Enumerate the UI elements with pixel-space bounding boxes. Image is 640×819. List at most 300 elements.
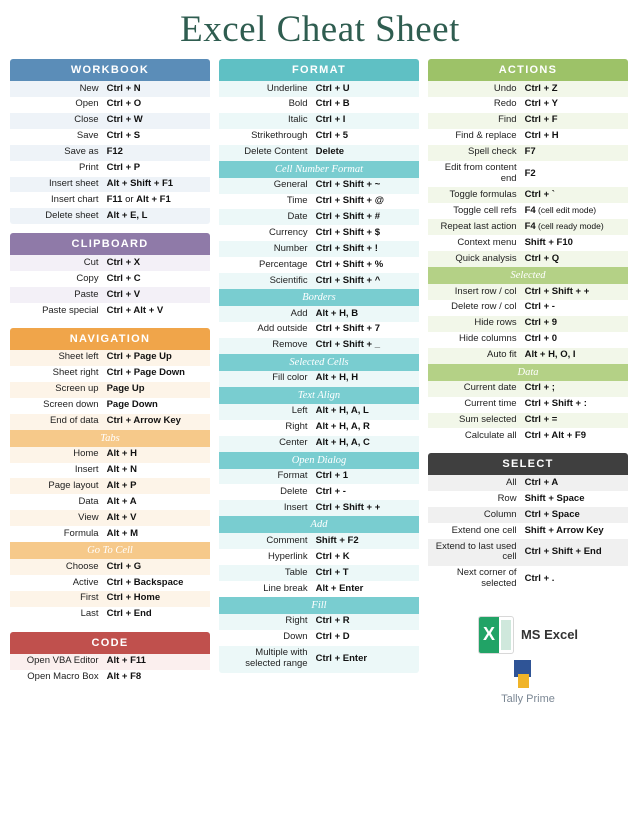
shortcut-row — [10, 145, 210, 161]
shortcut-keys: Ctrl + S — [106, 130, 141, 142]
shortcut-keys: Ctrl + . — [524, 572, 555, 584]
format-fill-table — [219, 614, 419, 673]
shortcut-keys: Ctrl + Shift + End — [524, 546, 602, 557]
shortcut-label: Sheet left — [58, 351, 99, 363]
shortcut-row — [428, 413, 628, 429]
shortcut-row — [219, 225, 419, 241]
shortcut-keys: Ctrl + Shift + @ — [315, 195, 384, 207]
shortcut-label: Italic — [288, 114, 308, 126]
shortcut-label: Table — [284, 566, 308, 578]
shortcut-row — [10, 494, 210, 510]
shortcut-row — [428, 203, 628, 219]
format-rows — [219, 81, 419, 161]
shortcut-keys: Page Down — [106, 399, 158, 411]
shortcut-row — [10, 208, 210, 224]
shortcut-row — [428, 316, 628, 332]
shortcut-keys: Shift + F10 — [524, 236, 573, 248]
shortcut-row — [10, 129, 210, 145]
shortcut-label: Hyperlink — [267, 550, 308, 562]
navigation-table — [10, 350, 210, 430]
code-rows — [10, 654, 210, 686]
shortcut-keys: Alt + H, A, L — [315, 405, 369, 417]
shortcut-keys: Ctrl + Shift + ^ — [315, 274, 381, 286]
shortcut-row — [10, 607, 210, 623]
excel-icon-letter: X — [482, 624, 495, 645]
shortcut-label: Delete — [280, 485, 308, 497]
shortcut-row — [10, 192, 210, 208]
shortcut-keys: Alt + Enter — [315, 582, 364, 594]
shortcut-row — [428, 161, 628, 188]
shortcut-label: Cut — [83, 256, 99, 268]
branding-area — [428, 616, 628, 705]
shortcut-keys: Ctrl + Shift + ! — [315, 242, 378, 254]
shortcut-row — [219, 129, 419, 145]
shortcut-row — [10, 414, 210, 430]
shortcut-keys: Page Up — [106, 383, 145, 395]
shortcut-keys: Ctrl + C — [106, 272, 141, 284]
shortcut-keys: Ctrl + Alt + V — [106, 304, 164, 316]
shortcut-row — [10, 113, 210, 129]
shortcut-row — [10, 510, 210, 526]
format-subheader-add: Add — [219, 516, 419, 533]
shortcut-label: Spell check — [467, 146, 517, 158]
shortcut-label: Last — [80, 608, 99, 620]
shortcut-keys: F2 — [524, 167, 536, 179]
shortcut-label: Add — [290, 307, 308, 319]
shortcut-keys: Ctrl + - — [524, 301, 555, 313]
shortcut-row — [10, 255, 210, 271]
navigation-goto-table — [10, 559, 210, 623]
shortcut-label: Hide rows — [474, 317, 517, 329]
shortcut-label: Add outside — [257, 323, 308, 335]
shortcut-row — [428, 235, 628, 251]
section-actions — [428, 59, 628, 444]
shortcut-row — [219, 533, 419, 549]
shortcut-label: Save as — [64, 146, 99, 158]
shortcut-row — [219, 565, 419, 581]
shortcut-label: Down — [283, 631, 308, 643]
shortcut-keys: Ctrl + Shift + + — [524, 285, 590, 297]
shortcut-keys: F7 — [524, 146, 536, 158]
shortcut-label: Quick analysis — [455, 252, 517, 264]
format-fill-rows — [219, 614, 419, 673]
shortcut-label: Insert sheet — [48, 178, 99, 190]
shortcut-label: Insert — [283, 501, 308, 513]
format-open-dialog-rows — [219, 469, 419, 517]
actions-data-table — [428, 381, 628, 445]
shortcut-label: Format — [277, 470, 308, 482]
shortcut-label: Copy — [76, 272, 99, 284]
shortcut-row — [10, 654, 210, 670]
shortcut-row — [10, 366, 210, 382]
shortcut-keys: Ctrl + H — [524, 130, 559, 142]
shortcut-row — [219, 469, 419, 485]
shortcut-keys: Shift + Space — [524, 492, 585, 504]
shortcut-keys: Ctrl + Page Down — [106, 367, 185, 379]
shortcut-keys: Ctrl + = — [524, 414, 558, 426]
section-workbook — [10, 59, 210, 224]
select-rows — [428, 475, 628, 592]
excel-branding — [478, 616, 578, 654]
shortcut-row — [428, 491, 628, 507]
shortcut-label: Hide columns — [459, 333, 517, 345]
shortcut-keys: Alt + H, A, R — [315, 421, 370, 433]
shortcut-label: Scientific — [269, 274, 308, 286]
shortcut-row — [428, 187, 628, 203]
shortcut-keys: Ctrl + Shift + : — [524, 398, 587, 410]
shortcut-label: Comment — [266, 534, 308, 546]
shortcut-row — [219, 209, 419, 225]
format-text-align-rows — [219, 404, 419, 452]
shortcut-keys: Alt + F8 — [106, 671, 142, 683]
shortcut-label: Data — [78, 495, 99, 507]
shortcut-keys: Ctrl + Shift + 7 — [315, 323, 380, 335]
shortcut-row — [219, 500, 419, 516]
shortcut-row — [10, 526, 210, 542]
shortcut-row — [428, 97, 628, 113]
shortcut-label: Formula — [63, 527, 99, 539]
format-add-rows — [219, 533, 419, 597]
shortcut-keys: Ctrl + Shift + _ — [315, 339, 380, 351]
workbook-rows — [10, 81, 210, 224]
shortcut-keys: Alt + V — [106, 511, 137, 523]
format-number-rows — [219, 178, 419, 289]
shortcut-row — [428, 348, 628, 364]
shortcut-row — [219, 322, 419, 338]
shortcut-label: Home — [73, 448, 99, 460]
shortcut-row — [428, 539, 628, 566]
navigation-rows — [10, 350, 210, 430]
shortcut-row — [10, 478, 210, 494]
shortcut-row — [428, 381, 628, 397]
shortcut-label: Number — [273, 242, 308, 254]
shortcut-row — [10, 303, 210, 319]
shortcut-keys: Shift + F2 — [315, 534, 359, 546]
shortcut-row — [219, 371, 419, 387]
actions-selected-table — [428, 284, 628, 364]
shortcut-row — [219, 646, 419, 673]
shortcut-row — [219, 436, 419, 452]
shortcut-label: Center — [279, 437, 308, 449]
shortcut-row — [428, 523, 628, 539]
shortcut-row — [428, 428, 628, 444]
shortcut-keys: Ctrl + Shift + ~ — [315, 179, 381, 191]
shortcut-label: Edit from content end — [444, 162, 517, 185]
shortcut-row — [219, 194, 419, 210]
shortcut-row — [10, 350, 210, 366]
actions-table — [428, 81, 628, 267]
shortcut-label: Right — [285, 421, 308, 433]
shortcut-keys: Ctrl + K — [315, 550, 350, 562]
navigation-goto-rows — [10, 559, 210, 623]
shortcut-row — [219, 420, 419, 436]
navigation-tabs-table — [10, 447, 210, 543]
format-selected-cells-table — [219, 371, 419, 387]
shortcut-label: Page layout — [48, 479, 99, 491]
code-header: CODE — [10, 632, 210, 654]
shortcut-label: Save — [76, 130, 99, 142]
navigation-subheader-goto: Go To Cell — [10, 542, 210, 559]
shortcut-label: Open VBA Editor — [26, 655, 99, 667]
shortcut-keys: Ctrl + W — [106, 114, 143, 126]
shortcut-row — [219, 614, 419, 630]
shortcut-row — [428, 284, 628, 300]
shortcut-label: Time — [286, 195, 308, 207]
actions-header: ACTIONS — [428, 59, 628, 81]
shortcut-label: Extend to last used cell — [435, 540, 517, 563]
shortcut-keys: Ctrl + ` — [524, 188, 555, 200]
navigation-subheader-tabs: Tabs — [10, 430, 210, 447]
shortcut-keys: Ctrl + Q — [524, 252, 560, 264]
page-title: Excel Cheat Sheet — [180, 9, 460, 50]
format-add-table — [219, 533, 419, 597]
shortcut-label: Context menu — [457, 236, 517, 248]
shortcut-keys: Ctrl + 1 — [315, 470, 349, 482]
shortcut-row — [10, 287, 210, 303]
shortcut-keys: Alt + H, A, C — [315, 437, 370, 449]
format-subheader-borders: Borders — [219, 289, 419, 306]
section-format — [219, 59, 419, 673]
shortcut-keys: Alt + M — [106, 527, 138, 539]
shortcut-keys: Ctrl + Alt + F9 — [524, 429, 586, 441]
shortcut-keys: Ctrl + I — [315, 114, 346, 126]
format-table — [219, 81, 419, 161]
shortcut-label: Paste — [74, 288, 99, 300]
shortcut-label: Date — [287, 210, 308, 222]
shortcut-label: Current date — [463, 382, 517, 394]
shortcut-keys: Ctrl + Z — [524, 82, 558, 94]
shortcut-label: Insert row / col — [454, 285, 517, 297]
shortcut-keys: Ctrl + V — [106, 288, 141, 300]
shortcut-keys: Delete — [315, 146, 345, 158]
shortcut-label: Active — [72, 576, 99, 588]
shortcut-label: Insert — [74, 464, 99, 476]
shortcut-row — [219, 113, 419, 129]
shortcut-label: Delete row / col — [451, 301, 517, 313]
shortcut-label: Left — [291, 405, 308, 417]
shortcut-row — [428, 251, 628, 267]
shortcut-label: New — [79, 82, 99, 94]
shortcut-row — [428, 300, 628, 316]
shortcut-label: Row — [497, 492, 517, 504]
shortcut-label: Open Macro Box — [27, 671, 99, 683]
shortcut-row — [219, 97, 419, 113]
shortcut-keys: F4 (cell ready mode) — [524, 220, 604, 232]
format-borders-rows — [219, 306, 419, 354]
shortcut-row — [10, 97, 210, 113]
shortcut-label: Right — [285, 615, 308, 627]
section-code — [10, 632, 210, 686]
shortcut-row — [219, 630, 419, 646]
shortcut-label: Strikethrough — [251, 130, 308, 142]
shortcut-row — [219, 257, 419, 273]
shortcut-keys: Shift + Arrow Key — [524, 524, 604, 536]
clipboard-table — [10, 255, 210, 319]
shortcut-keys: Ctrl + G — [106, 560, 142, 572]
shortcut-label: Undo — [493, 82, 517, 94]
shortcut-row — [10, 447, 210, 463]
shortcut-keys: F12 — [106, 146, 123, 158]
shortcut-label: Insert chart — [51, 193, 99, 205]
format-text-align-table — [219, 404, 419, 452]
shortcut-keys: Ctrl + T — [315, 566, 349, 578]
shortcut-label: Currency — [269, 226, 308, 238]
shortcut-keys: Ctrl + Arrow Key — [106, 415, 181, 427]
shortcut-keys: Ctrl + N — [106, 82, 141, 94]
shortcut-label: Current time — [464, 398, 517, 410]
shortcut-keys: Ctrl + - — [315, 485, 346, 497]
shortcut-row — [219, 241, 419, 257]
tally-branding — [514, 660, 542, 688]
format-subheader-selected-cells: Selected Cells — [219, 354, 419, 371]
actions-selected-rows — [428, 284, 628, 364]
format-selected-cells-rows — [219, 371, 419, 387]
shortcut-keys: Alt + H, H — [315, 372, 359, 384]
shortcut-row — [428, 113, 628, 129]
shortcut-row — [219, 404, 419, 420]
format-header: FORMAT — [219, 59, 419, 81]
format-subheader-open-dialog: Open Dialog — [219, 452, 419, 469]
shortcut-label: Sum selected — [459, 414, 517, 426]
shortcut-row — [10, 382, 210, 398]
column-right — [428, 59, 628, 705]
column-left — [10, 59, 210, 686]
shortcut-keys: Ctrl + Backspace — [106, 576, 184, 588]
shortcut-row — [219, 549, 419, 565]
shortcut-keys: Ctrl + Home — [106, 592, 161, 604]
shortcut-label: Auto fit — [487, 349, 517, 361]
select-header: SELECT — [428, 453, 628, 475]
shortcut-keys: Ctrl + D — [315, 631, 350, 643]
shortcut-row — [10, 591, 210, 607]
shortcut-keys: Ctrl + Shift + $ — [315, 226, 380, 238]
shortcut-label: View — [78, 511, 99, 523]
clipboard-header: CLIPBOARD — [10, 233, 210, 255]
shortcut-row — [219, 145, 419, 161]
actions-data-rows — [428, 381, 628, 445]
shortcut-keys: Ctrl + A — [524, 476, 559, 488]
shortcut-row — [428, 219, 628, 235]
shortcut-label: Close — [74, 114, 99, 126]
shortcut-keys: Ctrl + ; — [524, 382, 555, 394]
shortcut-row — [219, 484, 419, 500]
shortcut-label: Line break — [263, 582, 308, 594]
shortcut-label: General — [273, 179, 308, 191]
column-middle — [219, 59, 419, 673]
shortcut-keys: Ctrl + B — [315, 98, 350, 110]
shortcut-label: Delete Content — [244, 146, 308, 158]
shortcut-label: Toggle cell refs — [453, 204, 517, 216]
section-select — [428, 453, 628, 592]
shortcut-keys: F4 (cell edit mode) — [524, 204, 597, 216]
shortcut-keys: Ctrl + 5 — [315, 130, 349, 142]
shortcut-row — [428, 332, 628, 348]
shortcut-keys: Alt + P — [106, 479, 137, 491]
shortcut-keys: Alt + A — [106, 495, 137, 507]
shortcut-row — [428, 145, 628, 161]
shortcut-keys: Ctrl + U — [315, 82, 350, 94]
shortcut-label: Sheet right — [52, 367, 99, 379]
workbook-table — [10, 81, 210, 224]
shortcut-row — [10, 161, 210, 177]
navigation-tabs-rows — [10, 447, 210, 543]
format-subheader-text-align: Text Align — [219, 387, 419, 404]
shortcut-keys: Alt + N — [106, 464, 137, 476]
section-navigation — [10, 328, 210, 623]
shortcut-label: Delete sheet — [45, 209, 99, 221]
shortcut-keys: Ctrl + F — [524, 114, 558, 126]
shortcut-keys: Ctrl + 0 — [524, 333, 558, 345]
shortcut-label: Repeat last action — [440, 220, 517, 232]
actions-subheader-data: Data — [428, 364, 628, 381]
shortcut-row — [428, 397, 628, 413]
tally-label: Tally Prime — [501, 692, 555, 705]
workbook-header: WORKBOOK — [10, 59, 210, 81]
shortcut-row — [10, 670, 210, 686]
shortcut-keys: Ctrl + Page Up — [106, 351, 172, 363]
shortcut-row — [219, 306, 419, 322]
actions-subheader-selected: Selected — [428, 267, 628, 284]
shortcut-row — [10, 177, 210, 193]
shortcut-keys: Alt + H — [106, 448, 137, 460]
shortcut-keys: Ctrl + Y — [524, 98, 558, 110]
code-table — [10, 654, 210, 686]
shortcut-keys: Ctrl + End — [106, 608, 152, 620]
format-borders-table — [219, 306, 419, 354]
shortcut-label: End of data — [49, 415, 99, 427]
shortcut-row — [428, 129, 628, 145]
shortcut-keys: Alt + H, O, I — [524, 349, 576, 361]
shortcut-keys: Ctrl + Shift + # — [315, 210, 380, 222]
tally-prime-icon — [514, 660, 542, 688]
format-open-dialog-table — [219, 469, 419, 517]
shortcut-label: Next corner of selected — [456, 567, 517, 590]
shortcut-keys: Alt + Shift + F1 — [106, 178, 174, 190]
shortcut-label: All — [506, 476, 517, 488]
shortcut-row — [219, 273, 419, 289]
excel-label: MS Excel — [520, 627, 579, 643]
select-table — [428, 475, 628, 592]
shortcut-label: Remove — [272, 339, 308, 351]
excel-icon — [478, 616, 514, 654]
shortcut-keys: Ctrl + P — [106, 162, 141, 174]
shortcut-row — [428, 566, 628, 593]
shortcut-label: Underline — [266, 82, 308, 94]
shortcut-label: Open — [75, 98, 99, 110]
format-subheader-fill: Fill — [219, 597, 419, 614]
shortcut-label: First — [80, 592, 99, 604]
shortcut-label: Calculate all — [464, 429, 517, 441]
shortcut-label: Print — [79, 162, 99, 174]
shortcut-label: Column — [483, 508, 517, 520]
shortcut-row — [428, 81, 628, 97]
shortcut-label: Redo — [493, 98, 517, 110]
shortcut-row — [10, 81, 210, 97]
section-clipboard — [10, 233, 210, 319]
format-subheader-number: Cell Number Format — [219, 161, 419, 178]
shortcut-label: Multiple with selected range — [245, 647, 308, 670]
shortcut-keys: Ctrl + R — [315, 615, 350, 627]
shortcut-label: Bold — [288, 98, 308, 110]
shortcut-label: Fill color — [272, 372, 308, 384]
shortcut-keys: Alt + E, L — [106, 209, 148, 221]
shortcut-row — [10, 271, 210, 287]
shortcut-row — [219, 338, 419, 354]
shortcut-label: Toggle formulas — [449, 188, 517, 200]
shortcut-keys: Ctrl + Space — [524, 508, 580, 520]
actions-rows — [428, 81, 628, 267]
shortcut-keys: Ctrl + X — [106, 256, 141, 268]
